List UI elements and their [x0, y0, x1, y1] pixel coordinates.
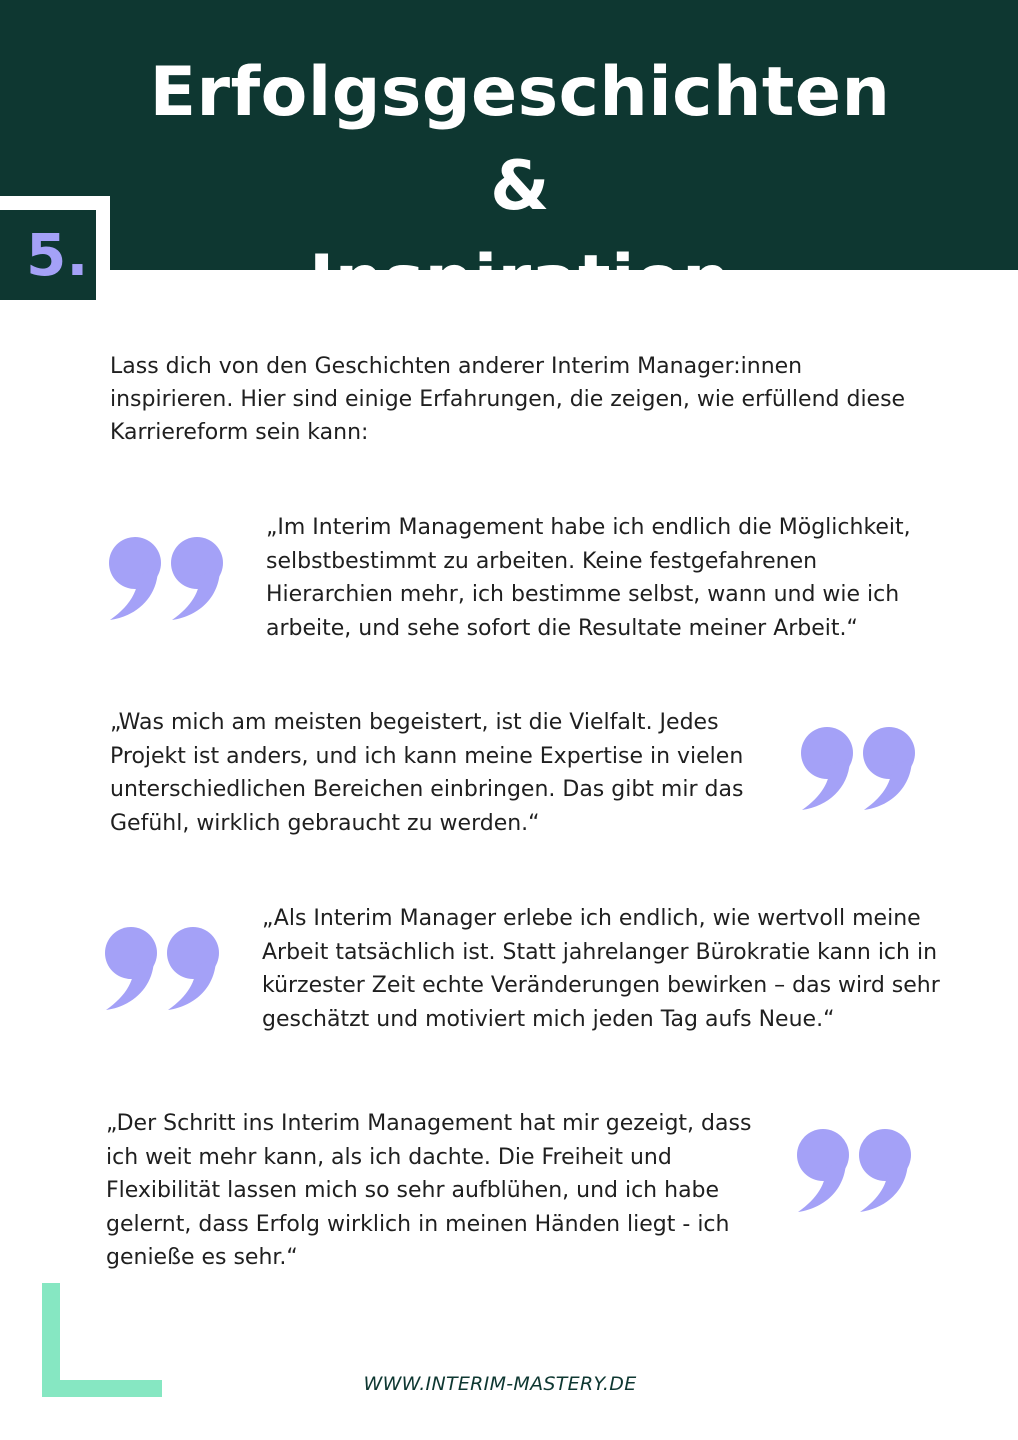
testimonial-quote: „Der Schritt ins Interim Management hat mir gezeigt, dass ich weit mehr kann, als ich dachte. Die Freiheit und Flexibilität lassen mich so sehr aufblühen, und ich habe gelernt, dass Erfolg wirklich in meinen Händen liegt - ich genieße es sehr.“: [106, 1111, 752, 1270]
testimonial-quote: „Als Interim Manager erlebe ich endlich, wie wertvoll meine Arbeit tatsächlich ist. Statt jahrelanger Bürokratie kann ich in kürzester Zeit echte Veränderungen bewirken – das wird sehr geschätzt und motiviert mich jeden Tag aufs Neue.“: [262, 906, 940, 1032]
quote-mark-icon: [108, 536, 226, 624]
header-banner: [0, 0, 1018, 320]
testimonial-quote: „Im Interim Management habe ich endlich die Möglichkeit, selbstbestimmt zu arbeiten. Keine festgefahrenen Hierarchien mehr, ich bestimme selbst, wann und wie ich arbeite, und sehe sofort die Resultate meiner Arbeit.“: [266, 515, 911, 641]
section-number: 5.: [0, 210, 96, 300]
page-title: [110, 46, 930, 328]
quote-mark-icon: [104, 926, 222, 1014]
quote-mark-icon: [796, 1128, 914, 1216]
footer-website: WWW.INTERIM-MASTERY.DE: [363, 1373, 637, 1395]
testimonial-quote: „Was mich am meisten begeistert, ist die Vielfalt. Jedes Projekt ist anders, und ich kann meine Expertise in vielen unterschiedlichen Bereichen einbringen. Das gibt mir das Gefühl, wirklich gebraucht zu werden.“: [110, 710, 744, 836]
intro-text: Lass dich von den Geschichten anderer Interim Manager:innen inspirieren. Hier sind einige Erfahrungen, die zeigen, wie erfüllend diese Karriereform sein kann:: [110, 354, 906, 445]
quote-mark-icon: [800, 726, 918, 814]
page-title-line-1: Erfolgsgeschichten &: [149, 53, 891, 226]
page-title-line-2: Inspiration: [308, 241, 732, 320]
